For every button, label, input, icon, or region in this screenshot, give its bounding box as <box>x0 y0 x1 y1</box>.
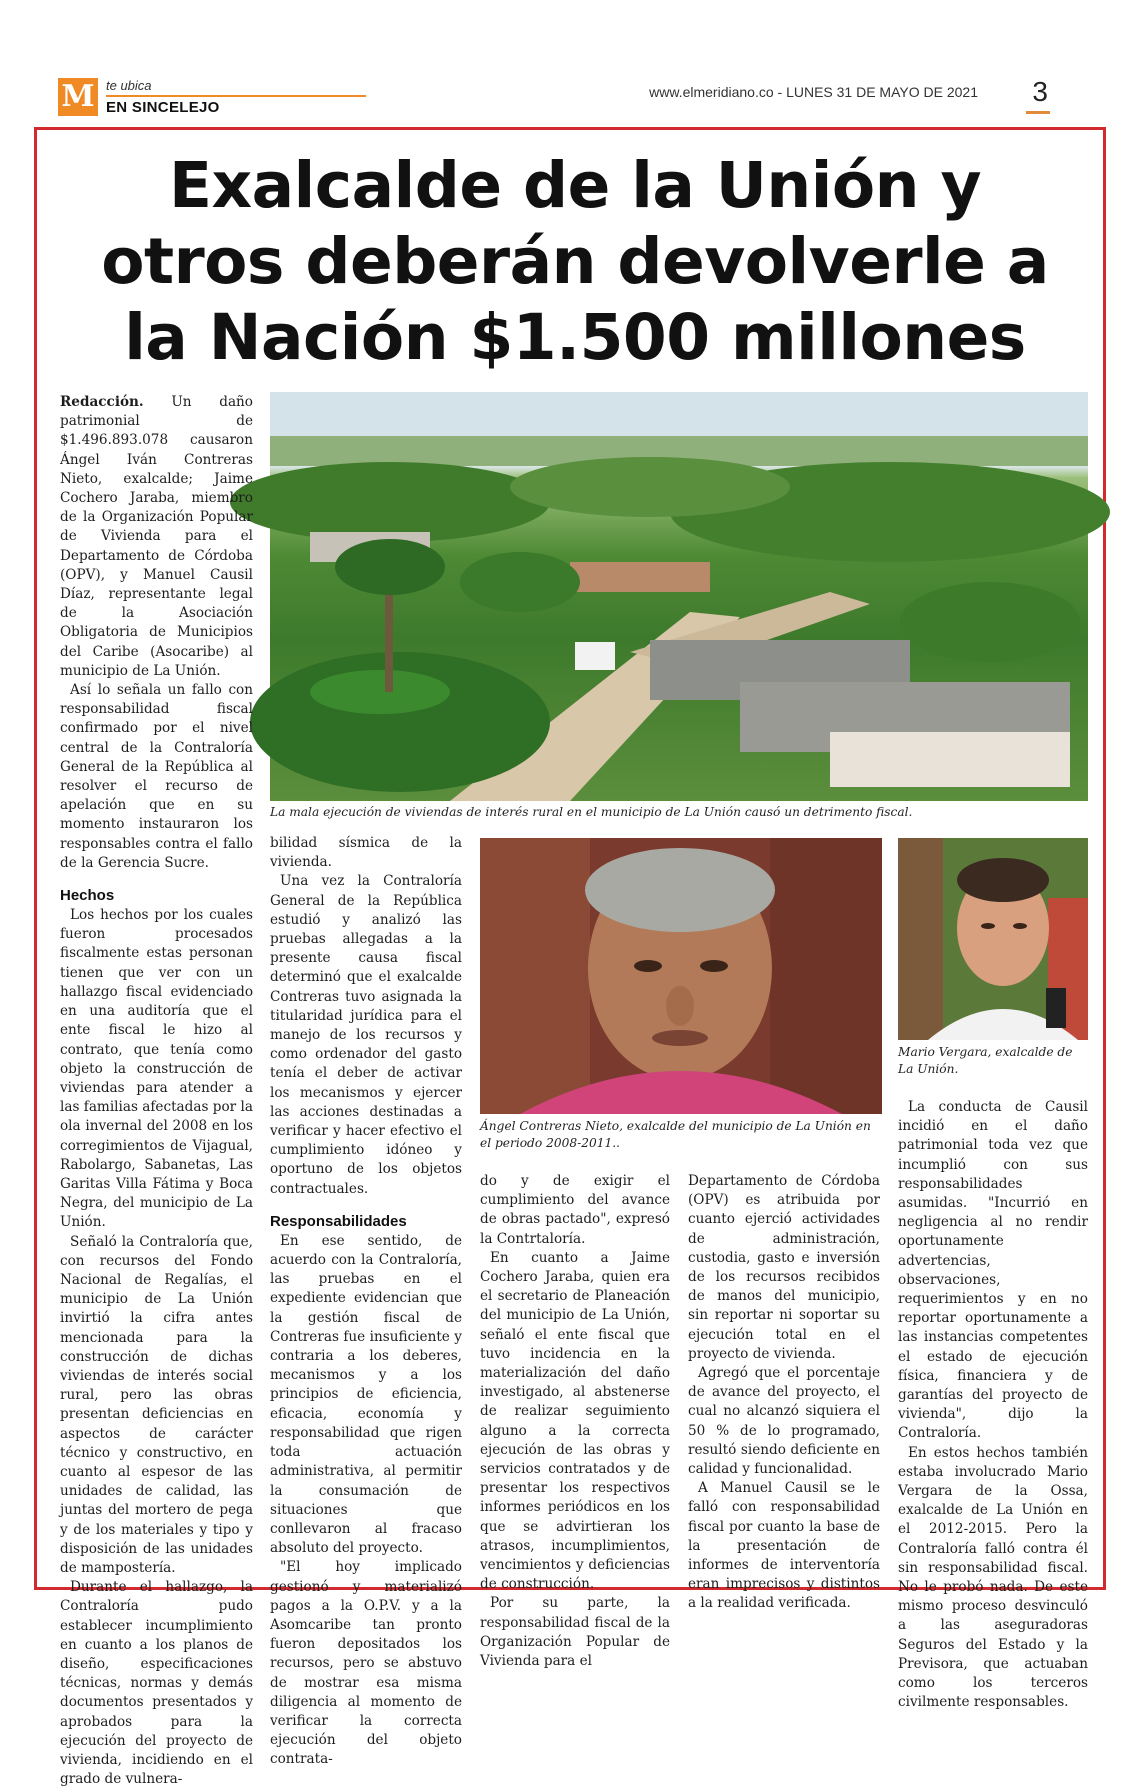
subhead-hechos: Hechos <box>60 887 115 905</box>
column-2 <box>270 834 462 1770</box>
paragraph: En estos hechos también estaba involucrado Mario Vergara de la Ossa, exalcalde de La Unión en el 2012-2015. Pero la Contraloría falló contra él sin responsabilidad fiscal. No le probó nada. De este mismo proceso desvinculó a las aseguradoras Seguros del Estado y la Previsora, que actuaban como los terceros civilmente responsables. <box>898 1444 1088 1711</box>
headline-line: Exalcalde de la Unión y <box>168 149 982 222</box>
section-name: EN SINCELEJO <box>106 99 220 116</box>
paragraph: Los hechos por los cuales fueron procesados fiscalmente estas personan tienen que ver con un hallazgo fiscal evidenciado en una auditoría que el ente fiscal le hizo al contrato, que tenía como objeto la construcción de viviendas para atender a las familias afectadas por la ola invernal del 2008 en los corregimientos de Vijagual, Rabolargo, Sabanetas, Las Garitas Villa Fátima y Boca Negra, del municipio de La Unión. <box>60 907 253 1231</box>
column-5 <box>898 1098 1088 1713</box>
subhead-responsabilidades: Responsabilidades <box>270 1212 407 1230</box>
paragraph: En cuanto a Jaime Cochero Jaraba, quien era el secretario de Planeación del municipio de La Unión, señaló el ente fiscal que tuvo incidencia en la materialización del daño investigado, al abstenerse de realizar seguimiento alguno a la correcta ejecución de las obras y servicios contratados y de presentar los respectivos informes periódicos en los que se advirtieran los atrasos, incumplimientos, vencimientos y deficiencias de construcción. <box>480 1249 670 1593</box>
paragraph: La conducta de Causil incidió en el daño patrimonial toda vez que incumplió con sus responsabilidades asumidas. "Incurrió en negligencia al no rendir oportunamente advertencias, observaciones, requerimientos y en no reportar oportunamente a las instancias competentes el estado de ejecución física, financiera y de garantías del proyecto de vivienda", dijo la Contraloría. <box>898 1099 1088 1442</box>
headline-line: la Nación $1.500 millones <box>124 301 1026 374</box>
paragraph: Así lo señala un fallo con responsabilidad fiscal confirmado por el nivel central de la Contraloría General de la República al resolver el recurso de apelación que en su momento instauraron los responsables contra el fallo de la Gerencia Sucre. <box>60 682 253 871</box>
paragraph: Por su parte, la responsabilidad fiscal de la Organización Popular de Vivienda para el <box>480 1595 670 1670</box>
paragraph: do y de exigir el cumplimiento del avance de obras pactado", expresó la Contrtaloría. <box>480 1173 670 1247</box>
headline-line: otros deberán devolverle a <box>101 225 1049 298</box>
headline <box>60 148 1090 376</box>
section-kicker: te ubica <box>106 78 152 93</box>
paragraph: Señaló la Contraloría que, con recursos del Fondo Nacional de Regalías, el municipio de La Unión invirtió la cifra antes mencionada para la construcción de dichas viviendas de interés social rural, pero las obras presentan deficiencias en aspectos de carácter técnico y constructivo, en cuanto al espesor de las unidades de calidad, las juntas del mortero de pega y de los materiales y tipo y disposición de las unidades de mampostería. <box>60 1233 253 1576</box>
column-1 <box>60 393 253 1789</box>
paragraph: bilidad sísmica de la vivienda. <box>270 835 462 871</box>
column-3 <box>480 1172 670 1671</box>
contreras-portrait-photo <box>480 838 882 1114</box>
byline: Redacción. <box>60 394 144 410</box>
aerial-town-illustration <box>270 392 1088 801</box>
paragraph: Una vez la Contraloría General de la República estudió y analizó las pruebas allegadas a la presente causa fiscal determinó que el exalcalde Contreras tuvo asignada la titularidad jurídica para el manejo de los recursos y como ordenador del gasto tenía el deber de activar los mecanismos y ejercer las acciones destinadas a verificar y hacer efectivo el cumplimiento idóneo y oportuno de los objetos contractuales. <box>270 873 462 1197</box>
aerial-town-photo <box>270 392 1088 801</box>
paragraph: Departamento de Córdoba (OPV) es atribuida por cuanto ejerció actividades de administración, custodia, gasto e inversión de los recursos recibidos de manos del municipio, sin reportar ni soportar su ejecución total en el proyecto de vivienda. <box>688 1173 880 1362</box>
lead-text: Un daño patrimonial de $1.496.893.078 causaron Ángel Iván Contreras Nieto, exalcalde; Jaime Cochero Jaraba, miembro de la Organización Popular de Vivienda para el Departamento de Córdoba (OPV), y Manuel Causil Díaz, representante legal de la Asociación Obligatoria de Municipios del Caribe (Asocaribe) al municipio de La Unión. <box>60 394 253 679</box>
paragraph: Agregó que el porcentaje de avance del proyecto, el cual no alcanzó siquiera el 50 % de lo programado, resultó siendo deficiente en calidad y funcionalidad. <box>688 1365 880 1478</box>
page-header <box>58 78 1088 118</box>
paragraph: En ese sentido, de acuerdo con la Contraloría, las pruebas en el expediente evidencian que la gestión fiscal de Contreras fue insuficiente y contraria a los deberes, mecanismos y a los principios de eficiencia, eficacia, economía y responsabilidad que rigen toda actuación administrativa, al permitir la consumación de situaciones que conllevaron al fracaso absoluto del proyecto. <box>270 1232 462 1557</box>
page-number: 3 <box>1032 76 1048 107</box>
contreras-caption: Ángel Contreras Nieto, exalcalde del municipio de La Unión en el periodo 2008-2011.. <box>480 1119 871 1150</box>
vergara-portrait-photo <box>898 838 1088 1040</box>
vergara-caption: Mario Vergara, exalcalde de La Unión. <box>898 1045 1073 1076</box>
main-photo-caption: La mala ejecución de viviendas de interés rural en el municipio de La Unión causó un detrimento fiscal. <box>270 805 913 819</box>
paragraph: Durante el hallazgo, la Contraloría pudo establecer incumplimiento en cuanto a los planos de diseño, especificaciones técnicas, normas y demás documentos presentados y aprobados para la ejecución del proyecto de vivienda, incidiendo en el grado de vulnera- <box>60 1579 253 1788</box>
newspaper-logo: M <box>58 78 98 116</box>
column-4 <box>688 1172 880 1614</box>
dateline: www.elmeridiano.co - LUNES 31 DE MAYO DE 2021 <box>649 84 978 100</box>
section-rule <box>106 95 366 97</box>
paragraph: "El hoy implicado gestionó y materializó pagos a la O.P.V. y a la Asomcaribe tan pronto fueron depositados los recursos, pero se abstuvo de mostrar esa misma diligencia al momento de verificar la correcta ejecución del objeto contrata- <box>270 1559 462 1768</box>
portrait-illustration <box>898 838 1088 1040</box>
lead-paragraph <box>60 393 253 681</box>
portrait-illustration <box>480 838 882 1114</box>
paragraph: A Manuel Causil se le falló con responsabilidad fiscal por cuanto la base de la presentación de informes de interventoría eran imprecisos y distintos a la realidad verificada. <box>688 1480 880 1612</box>
page-number-rule <box>1026 111 1050 114</box>
